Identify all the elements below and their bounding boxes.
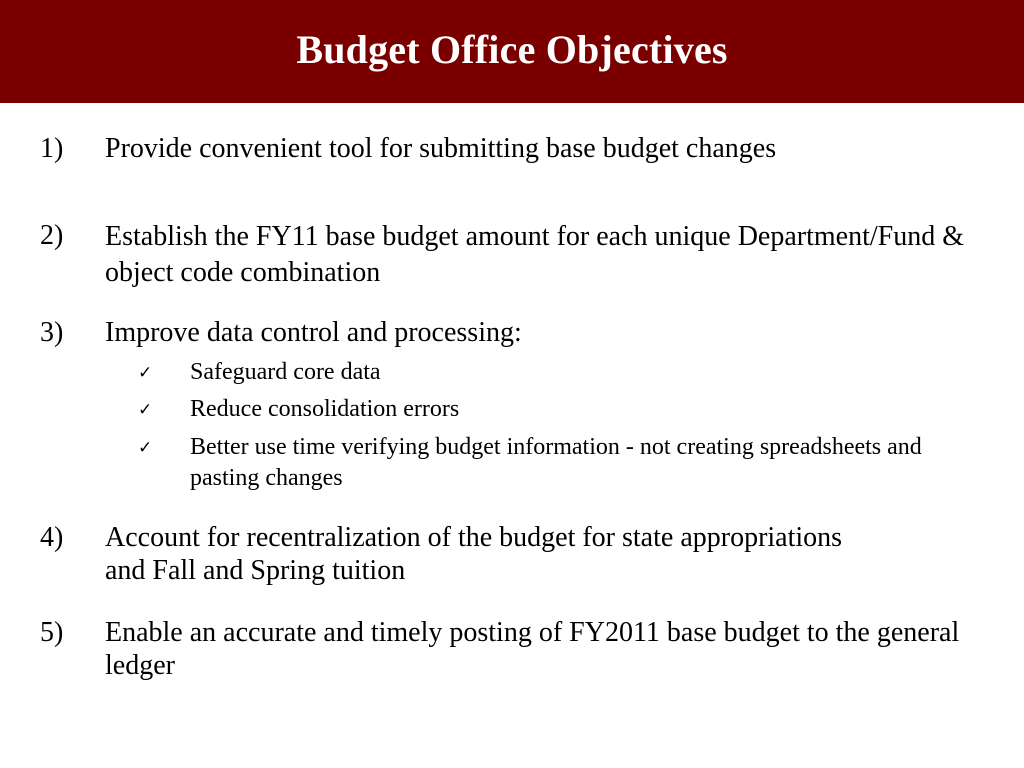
objective-number: 1) xyxy=(40,133,64,164)
objective-text: Account for recentralization of the budget for state appropriations and Fall and Spring tuition xyxy=(105,522,843,586)
objective-number: 3) xyxy=(40,317,64,348)
slide-title: Budget Office Objectives xyxy=(296,27,728,72)
objective-number: 5) xyxy=(40,617,64,648)
objective-text: Improve data control and processing: xyxy=(105,317,522,348)
sub-item-text: Better use time verifying budget information - not creating spreadsheets and pasting changes xyxy=(190,434,922,491)
checkmark-icon: ✓ xyxy=(138,438,153,458)
objective-number: 4) xyxy=(40,522,64,553)
checkmark-icon: ✓ xyxy=(138,363,153,383)
sub-item-text: Reduce consolidation errors xyxy=(190,396,460,422)
objective-number: 2) xyxy=(40,220,64,251)
objective-text: Establish the FY11 base budget amount for each unique Department/Fund & object code combination xyxy=(105,221,965,288)
checkmark-icon: ✓ xyxy=(138,400,153,420)
sub-item-text: Safeguard core data xyxy=(190,359,381,385)
objective-text: Enable an accurate and timely posting of FY2011 base budget to the general ledger xyxy=(105,617,960,681)
objective-text: Provide convenient tool for submitting base budget changes xyxy=(105,133,777,164)
title-bar xyxy=(0,0,1024,103)
